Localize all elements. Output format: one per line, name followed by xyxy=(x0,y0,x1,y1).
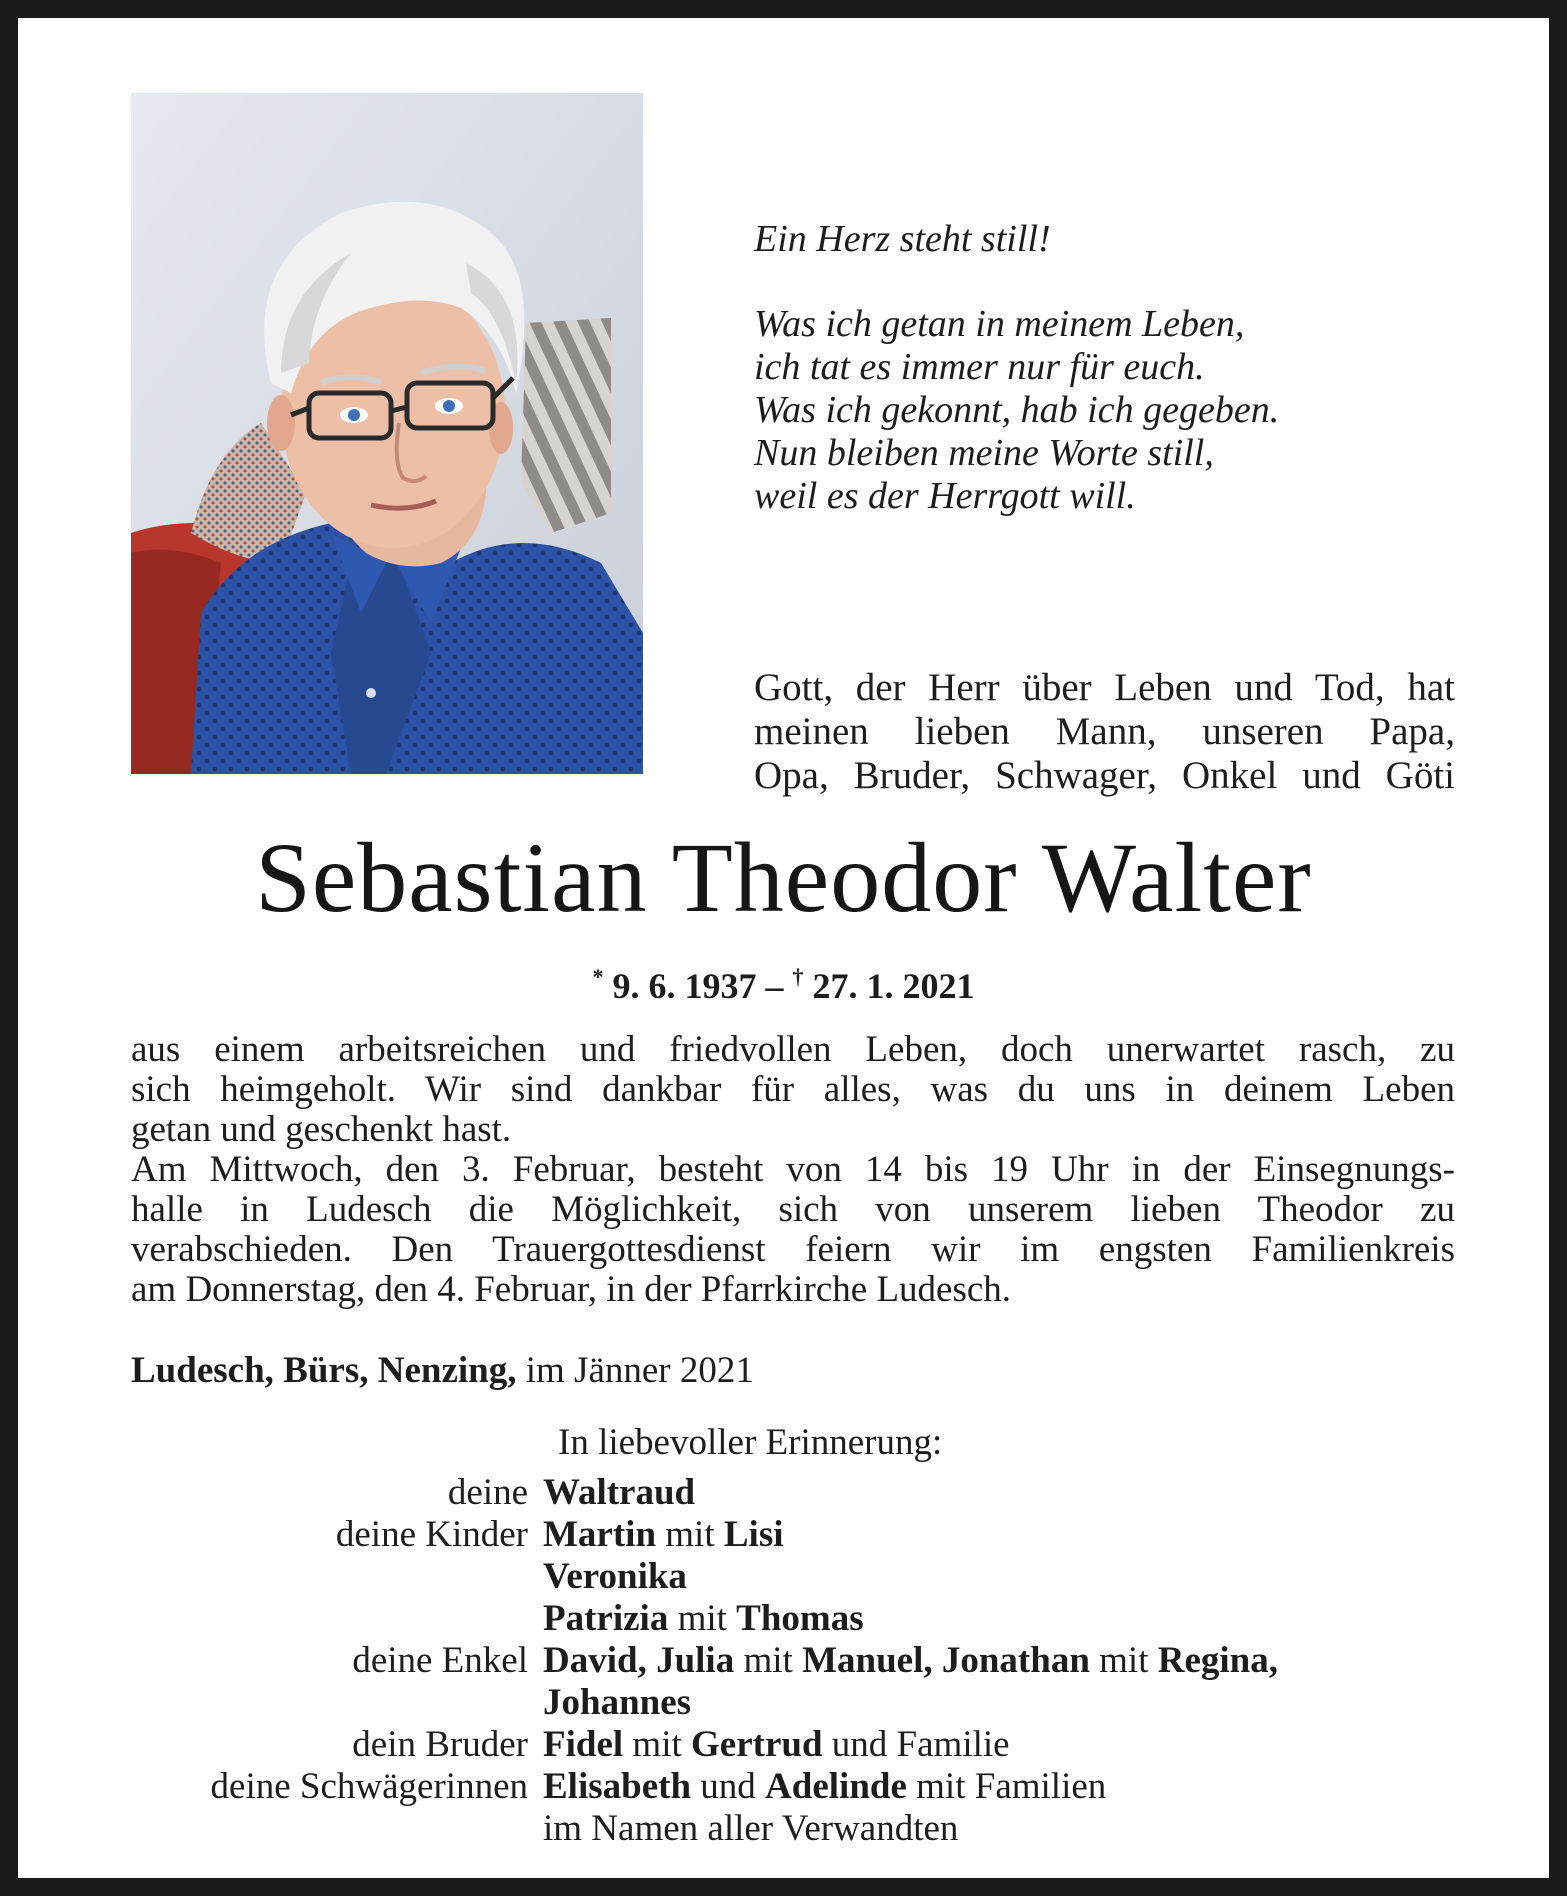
mourner-role: deine xyxy=(447,1472,528,1513)
mourner-name: Fidel xyxy=(543,1724,624,1765)
mourner-row xyxy=(131,1556,1455,1598)
mourner-connector: mit xyxy=(677,1598,727,1639)
place-month: im Jänner 2021 xyxy=(525,1350,754,1391)
mourner-name: Manuel, Jonathan xyxy=(802,1640,1090,1681)
mourner-row xyxy=(131,1640,1455,1682)
poem-heading: Ein Herz steht still! xyxy=(754,218,1051,260)
mourner-role xyxy=(131,1556,543,1598)
mourner-row xyxy=(131,1766,1455,1808)
place-towns: Ludesch, Bürs, Nenzing, xyxy=(131,1350,517,1391)
mourner-name: David, Julia xyxy=(543,1640,735,1681)
body-line: aus einem arbeitsreichen und friedvollen Leben, doch unerwartet rasch, zu xyxy=(131,1029,1455,1070)
mourner-row xyxy=(131,1514,1455,1556)
death-date: 27. 1. 2021 xyxy=(812,966,975,1006)
mourner-role: deine Enkel xyxy=(352,1640,528,1681)
body-line: halle in Ludesch die Möglichkeit, sich von unserem lieben Theodor zu xyxy=(131,1189,1455,1230)
poem-line: weil es der Herrgott will. xyxy=(754,475,1136,517)
mourners-list xyxy=(131,1472,1455,1850)
body-line: am Donnerstag, den 4. Februar, in der Pfarrkirche Ludesch. xyxy=(131,1269,1012,1310)
intro-text xyxy=(754,666,1455,798)
mourner-role: deine Kinder xyxy=(335,1514,528,1555)
poem-line: Was ich getan in meinem Leben, xyxy=(754,303,1245,345)
mourner-name: Gertrud xyxy=(691,1724,823,1765)
mourner-row xyxy=(131,1682,1455,1724)
place-date xyxy=(131,1350,754,1392)
mourner-role xyxy=(131,1598,543,1640)
mourner-row xyxy=(131,1598,1455,1640)
poem-line: Nun bleiben meine Worte still, xyxy=(754,432,1214,474)
mourner-connector: mit xyxy=(1099,1640,1149,1681)
mourner-connector: mit Familien xyxy=(916,1766,1107,1807)
body-text xyxy=(131,1030,1455,1310)
mourner-name: Thomas xyxy=(736,1598,864,1639)
mourner-name: Waltraud xyxy=(543,1472,696,1513)
mourner-row xyxy=(131,1808,1455,1850)
mourner-name: Veronika xyxy=(543,1556,687,1597)
mourner-name: Elisabeth xyxy=(543,1766,692,1807)
life-dates xyxy=(18,956,1549,1007)
mourner-role: dein Bruder xyxy=(352,1724,528,1765)
mourner-connector: mit xyxy=(743,1640,793,1681)
portrait-image xyxy=(131,93,643,774)
date-dash: – xyxy=(765,966,784,1006)
mourner-name: Regina, xyxy=(1157,1640,1278,1681)
mourner-connector: und xyxy=(700,1766,756,1807)
mourner-name: Martin xyxy=(543,1514,657,1555)
intro-line: Opa, Bruder, Schwager, Onkel und Göti xyxy=(754,754,1455,797)
poem-line: ich tat es immer nur für euch. xyxy=(754,346,1205,388)
mourner-connector: und Familie xyxy=(831,1724,1010,1765)
poem-line: Was ich gekonnt, hab ich gegeben. xyxy=(754,389,1280,431)
deceased-name: Sebastian Theodor Walter xyxy=(255,822,1312,933)
body-line: getan und geschenkt hast. xyxy=(131,1109,512,1150)
mourner-name: Adelinde xyxy=(765,1766,907,1807)
mourner-name: Patrizia xyxy=(543,1598,669,1639)
body-line: verabschieden. Den Trauergottesdienst feiern wir im engsten Familienkreis xyxy=(131,1229,1455,1270)
mourner-name: Johannes xyxy=(543,1682,692,1723)
portrait-photo xyxy=(131,93,643,774)
mourner-name: Lisi xyxy=(723,1514,784,1555)
body-line: Am Mittwoch, den 3. Februar, besteht von 14 bis 19 Uhr in der Einsegnungs- xyxy=(131,1149,1455,1190)
body-line: sich heimgeholt. Wir sind dankbar für alles, was du uns in deinem Leben xyxy=(131,1069,1455,1110)
death-symbol: † xyxy=(792,964,804,989)
intro-line: Gott, der Herr über Leben und Tod, hat xyxy=(754,666,1455,709)
mourner-role: deine Schwägerinnen xyxy=(210,1766,528,1807)
mourner-connector: mit xyxy=(665,1514,715,1555)
mourner-connector: im Namen aller Verwandten xyxy=(543,1808,959,1849)
memory-heading: In liebevoller Erinnerung: xyxy=(558,1422,943,1463)
poem xyxy=(754,218,1454,518)
mourner-row xyxy=(131,1724,1455,1766)
mourner-connector: mit xyxy=(632,1724,682,1765)
mourner-role xyxy=(131,1808,543,1850)
mourner-row xyxy=(131,1472,1455,1514)
birth-date: 9. 6. 1937 xyxy=(612,966,757,1006)
birth-symbol: * xyxy=(592,964,604,989)
mourner-role xyxy=(131,1682,543,1724)
intro-line: meinen lieben Mann, unseren Papa, xyxy=(754,710,1455,753)
